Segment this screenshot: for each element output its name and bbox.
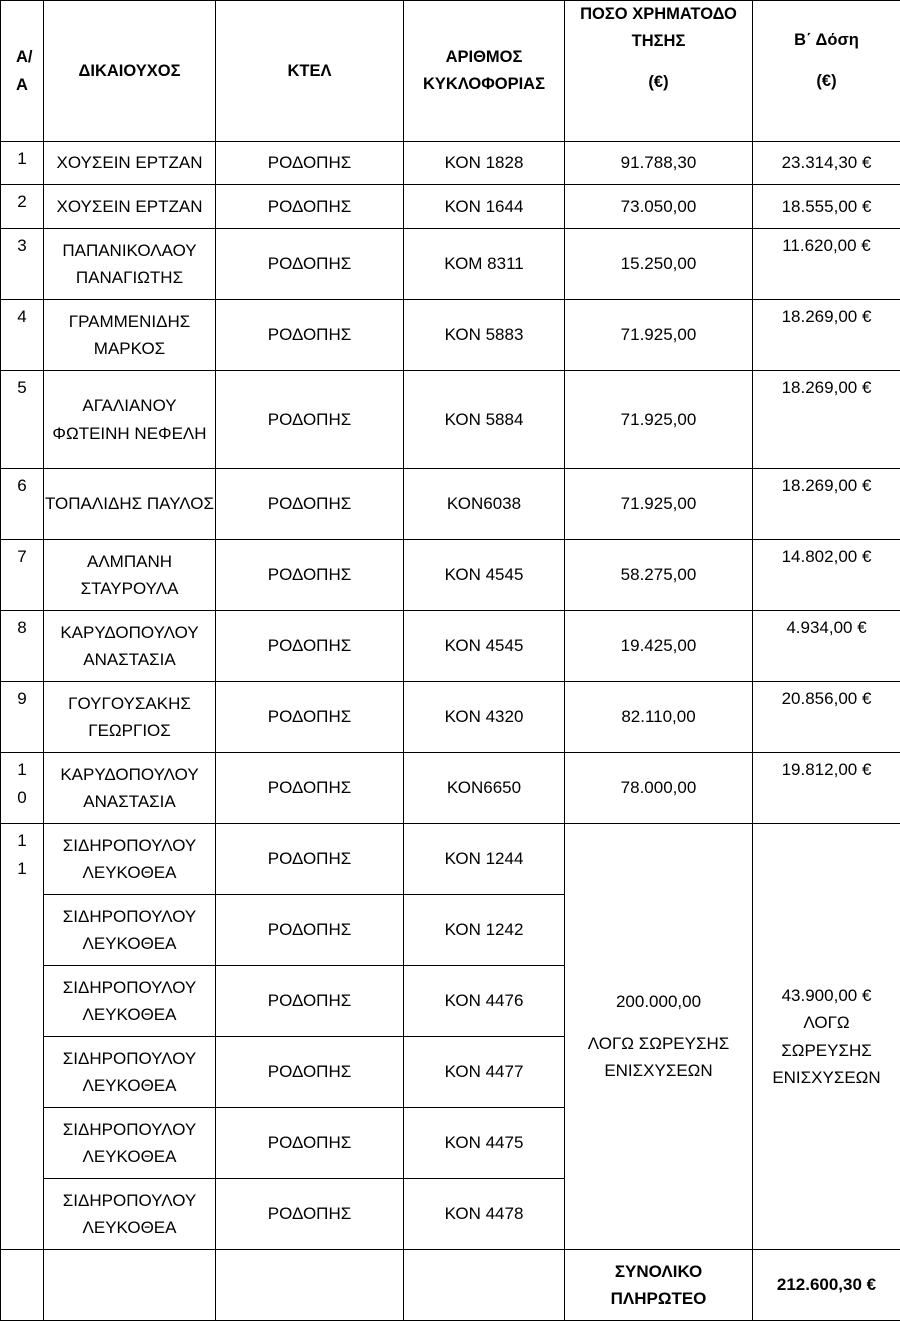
dose-value: 43.900,00 €: [767, 982, 886, 1010]
ktel-cell: ΡΟΔΟΠΗΣ: [216, 682, 404, 753]
ktel-cell: ΡΟΔΟΠΗΣ: [216, 469, 404, 540]
dose-cell: 20.856,00 €: [753, 682, 900, 753]
amount-cell: 82.110,00: [565, 682, 753, 753]
empty-cell: [1, 1250, 44, 1321]
plate-cell: ΚΟΝ 1242: [404, 895, 565, 966]
table-row: [1, 229, 900, 300]
beneficiary-cell: ΚΑΡΥΔΟΠΟΥΛΟΥ ΑΝΑΣΤΑΣΙΑ: [44, 611, 216, 682]
dose-cell: 4.934,00 €: [753, 611, 900, 682]
row-number-text: 8: [17, 614, 27, 642]
plate-cell: ΚΟΝ 1828: [404, 142, 565, 185]
table-row: [1, 753, 900, 824]
row-number-text: 9: [17, 685, 27, 713]
ktel-cell: ΡΟΔΟΠΗΣ: [216, 185, 404, 229]
beneficiary-cell: ΣΙΔΗΡΟΠΟΥΛΟΥ ΛΕΥΚΟΘΕΑ: [44, 1108, 216, 1179]
row-number: [1, 682, 44, 753]
total-value: 212.600,30 €: [753, 1250, 900, 1321]
ktel-cell: ΡΟΔΟΠΗΣ: [216, 1108, 404, 1179]
row-number-text: 10: [17, 756, 27, 811]
beneficiary-cell: ΤΟΠΑΛΙΔΗΣ ΠΑΥΛΟΣ: [44, 469, 216, 540]
table-row: [1, 682, 900, 753]
beneficiary-cell: ΣΙΔΗΡΟΠΟΥΛΟΥ ΛΕΥΚΟΘΕΑ: [44, 1037, 216, 1108]
ktel-cell: ΡΟΔΟΠΗΣ: [216, 1037, 404, 1108]
total-label: ΣΥΝΟΛΙΚΟ ΠΛΗΡΩΤΕΟ: [565, 1250, 753, 1321]
plate-cell: ΚΟΝ 4320: [404, 682, 565, 753]
dose-cell: 19.812,00 €: [753, 753, 900, 824]
row-number: [1, 753, 44, 824]
plate-cell: ΚΟΝ 4475: [404, 1108, 565, 1179]
row-number: [1, 229, 44, 300]
row-number-text: 2: [17, 188, 27, 216]
row-number: [1, 185, 44, 229]
table-row: [1, 540, 900, 611]
amount-note: ΛΟΓΩ ΣΩΡΕΥΣΗΣ ΕΝΙΣΧΥΣΕΩΝ: [577, 1030, 740, 1085]
beneficiary-cell: ΣΙΔΗΡΟΠΟΥΛΟΥ ΛΕΥΚΟΘΕΑ: [44, 895, 216, 966]
table-row: [1, 611, 900, 682]
beneficiary-cell: ΣΙΔΗΡΟΠΟΥΛΟΥ ΛΕΥΚΟΘΕΑ: [44, 824, 216, 895]
dose-cell: 23.314,30 €: [753, 142, 900, 185]
table-row: [1, 142, 900, 185]
ktel-cell: ΡΟΔΟΠΗΣ: [216, 966, 404, 1037]
amount-cell: 15.250,00: [565, 229, 753, 300]
beneficiary-cell: ΑΓΑΛΙΑΝΟΥ ΦΩΤΕΙΝΗ ΝΕΦΕΛΗ: [44, 371, 216, 469]
plate-cell: ΚΟΝ 1244: [404, 824, 565, 895]
plate-cell: ΚΟΝ6038: [404, 469, 565, 540]
beneficiary-cell: ΚΑΡΥΔΟΠΟΥΛΟΥ ΑΝΑΣΤΑΣΙΑ: [44, 753, 216, 824]
row-number-text: 11: [17, 827, 27, 882]
header-plate: ΑΡΙΘΜΟΣ ΚΥΚΛΟΦΟΡΙΑΣ: [404, 1, 565, 142]
row-number-text: 7: [17, 543, 27, 571]
ktel-cell: ΡΟΔΟΠΗΣ: [216, 824, 404, 895]
row-number: [1, 540, 44, 611]
header-aa: Α/Α: [1, 1, 44, 142]
empty-cell: [404, 1250, 565, 1321]
row-number: [1, 824, 44, 1250]
ktel-cell: ΡΟΔΟΠΗΣ: [216, 142, 404, 185]
beneficiary-cell: ΠΑΠΑΝΙΚΟΛΑΟΥ ΠΑΝΑΓΙΩΤΗΣ: [44, 229, 216, 300]
plate-cell: ΚΟΝ 4545: [404, 540, 565, 611]
ktel-cell: ΡΟΔΟΠΗΣ: [216, 371, 404, 469]
ktel-cell: ΡΟΔΟΠΗΣ: [216, 229, 404, 300]
plate-cell: ΚΟΝ 4545: [404, 611, 565, 682]
beneficiary-cell: ΣΙΔΗΡΟΠΟΥΛΟΥ ΛΕΥΚΟΘΕΑ: [44, 1179, 216, 1250]
table-row: [1, 824, 900, 895]
row-number-text: 6: [17, 472, 27, 500]
row-number: [1, 371, 44, 469]
header-beneficiary: ΔΙΚΑΙΟΥΧΟΣ: [44, 1, 216, 142]
amount-cell: 71.925,00: [565, 300, 753, 371]
total-row: [1, 1250, 900, 1321]
amount-cell: 78.000,00: [565, 753, 753, 824]
ktel-cell: ΡΟΔΟΠΗΣ: [216, 611, 404, 682]
row-number-text: 4: [17, 303, 27, 331]
amount-cell: 58.275,00: [565, 540, 753, 611]
beneficiary-cell: ΑΛΜΠΑΝΗ ΣΤΑΥΡΟΥΛΑ: [44, 540, 216, 611]
dose-cell: 18.269,00 €: [753, 469, 900, 540]
table-row: [1, 300, 900, 371]
plate-cell: ΚΟΝ 4477: [404, 1037, 565, 1108]
beneficiary-cell: ΓΡΑΜΜΕΝΙΔΗΣ ΜΑΡΚΟΣ: [44, 300, 216, 371]
row-number-text: 5: [17, 374, 27, 402]
amount-cell: 71.925,00: [565, 371, 753, 469]
beneficiary-cell: ΓΟΥΓΟΥΣΑΚΗΣ ΓΕΩΡΓΙΟΣ: [44, 682, 216, 753]
row-number: [1, 469, 44, 540]
row-number-text: 3: [17, 232, 27, 260]
beneficiary-cell: ΣΙΔΗΡΟΠΟΥΛΟΥ ΛΕΥΚΟΘΕΑ: [44, 966, 216, 1037]
row-number: [1, 300, 44, 371]
amount-cell-merged: [565, 824, 753, 1250]
header-amount: ΠΟΣΟ ΧΡΗΜΑΤΟΔΟΤΗΣΗΣ (€): [565, 1, 753, 142]
dose-cell: 18.269,00 €: [753, 300, 900, 371]
plate-cell: ΚΟΝ 4476: [404, 966, 565, 1037]
amount-cell: 91.788,30: [565, 142, 753, 185]
row-number: [1, 142, 44, 185]
beneficiary-cell: ΧΟΥΣΕΙΝ ΕΡΤΖΑΝ: [44, 185, 216, 229]
table-row: [1, 371, 900, 469]
dose-note: ΛΟΓΩ ΣΩΡΕΥΣΗΣ ΕΝΙΣΧΥΣΕΩΝ: [767, 1009, 886, 1092]
amount-cell: 19.425,00: [565, 611, 753, 682]
ktel-cell: ΡΟΔΟΠΗΣ: [216, 300, 404, 371]
ktel-cell: ΡΟΔΟΠΗΣ: [216, 895, 404, 966]
ktel-cell: ΡΟΔΟΠΗΣ: [216, 1179, 404, 1250]
table-row: [1, 469, 900, 540]
dose-cell-merged: [753, 824, 900, 1250]
dose-cell: 14.802,00 €: [753, 540, 900, 611]
beneficiary-cell: ΧΟΥΣΕΙΝ ΕΡΤΖΑΝ: [44, 142, 216, 185]
dose-cell: 18.555,00 €: [753, 185, 900, 229]
plate-cell: ΚΟΝ 1644: [404, 185, 565, 229]
ktel-cell: ΡΟΔΟΠΗΣ: [216, 753, 404, 824]
amount-cell: 71.925,00: [565, 469, 753, 540]
header-row: [1, 1, 900, 142]
dose-cell: 18.269,00 €: [753, 371, 900, 469]
ktel-cell: ΡΟΔΟΠΗΣ: [216, 540, 404, 611]
dose-cell: 11.620,00 €: [753, 229, 900, 300]
plate-cell: ΚΟΝ 5884: [404, 371, 565, 469]
plate-cell: ΚΟΝ 5883: [404, 300, 565, 371]
amount-value: 200.000,00: [577, 988, 740, 1016]
header-dose: Β΄ Δόση (€): [753, 1, 900, 142]
plate-cell: ΚΟΝ 4478: [404, 1179, 565, 1250]
empty-cell: [216, 1250, 404, 1321]
header-ktel: ΚΤΕΛ: [216, 1, 404, 142]
table-row: [1, 185, 900, 229]
row-number: [1, 611, 44, 682]
plate-cell: ΚΟΝ6650: [404, 753, 565, 824]
empty-cell: [44, 1250, 216, 1321]
plate-cell: ΚΟΜ 8311: [404, 229, 565, 300]
amount-cell: 73.050,00: [565, 185, 753, 229]
row-number-text: 1: [17, 145, 27, 173]
